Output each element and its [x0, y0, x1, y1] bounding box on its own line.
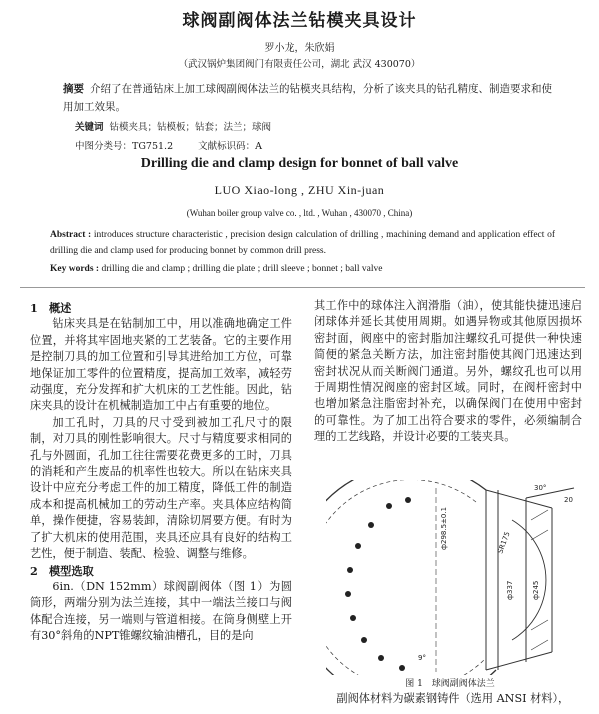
dim-20: 20 [564, 496, 573, 504]
keywords-cn-label: 关键词 [75, 122, 104, 133]
classification-cn [75, 138, 268, 152]
doc-code: 文献标识码：A [198, 141, 263, 152]
abstract-cn [63, 80, 553, 116]
dim-angle-9: 9° [418, 654, 426, 662]
dim-inner: ф245 [532, 580, 540, 600]
keywords-cn-text: 钻模夹具；钻模板；钻套；法兰；球阀 [109, 122, 272, 133]
paragraph: 加工孔时，刀具的尺寸受到被加工孔尺寸的限制，对刀具的刚性影响很大。尺寸与精度要求相同的孔与外圆面，孔加工往往需要花费更多的工时，刀具的消耗和产生废品的机率性也较大。所以在钻床夹具设计中应充分考虑工件的加工精度，降低工件的制造成本和提高机械加工的劳动生产率。夹具体应结构简单，操作便捷，容易装卸，清除切屑要方便。有时为了扩大机床的使用范围，夹具还应具有良好的结构工艺性，便于制造、装配、检验、调整与维修。 [30, 415, 292, 561]
dim-flange-pcd: ф298.5±0.1 [440, 506, 448, 550]
abstract-en-text: introduces structure characteristic , precision design calculation of drilling , machining demand and application effect of drilling die and clamp used for producing bonnet by common drill press. [50, 230, 555, 256]
dim-outer: ф337 [506, 580, 514, 600]
authors-en: LUO Xiao-long , ZHU Xin-juan [214, 183, 385, 197]
paper-title-en: Drilling die and clamp design for bonnet of ball valve [140, 156, 459, 171]
paragraph: 副阀体材料为碳素钢铸件（选用 ANSI 材料）， [336, 692, 570, 705]
abstract-cn-label: 摘要 [63, 83, 84, 95]
keywords-en [50, 264, 555, 274]
section-divider [20, 287, 585, 288]
left-column [30, 300, 292, 645]
dim-angle-30: 30° [534, 484, 547, 492]
right-column [314, 298, 582, 446]
abstract-en [50, 227, 555, 259]
keywords-cn [75, 119, 271, 133]
abstract-cn-text: 介绍了在普通钻床上加工球阀副阀体法兰的钻模夹具结构，分析了该夹具的钻孔精度、制造要求和使用加工效果。 [63, 83, 552, 113]
keywords-en-label: Key words : [50, 264, 100, 274]
paragraph: 6in.（DN 152mm）球阀副阀体（图 1）为圆筒形，两端分别为法兰连接，其中一端法兰接口与阀体配合连接，另一端则与管道相接。在筒身侧壁上开有30°斜角的NPT锥螺纹输油槽孔，目的是向 [30, 579, 292, 643]
authors-cn: 罗小龙，朱欣娟 [264, 43, 335, 54]
section-heading-model: 2 模型选取 [30, 563, 94, 578]
keywords-en-text: drilling die and clamp ; drilling die plate ; drill sleeve ; bonnet ; ball valve [101, 264, 383, 274]
figure-caption: 图 1 球阀副阀体法兰 [405, 679, 495, 689]
abstract-en-label: Abstract : [50, 230, 92, 240]
class-number: 中图分类号：TG751.2 [75, 141, 174, 152]
figure-bonnet-drawing [326, 480, 586, 675]
affiliation-en: (Wuhan boiler group valve co. , ltd. , Wuhan , 430070 , China) [186, 208, 413, 218]
paragraph: 其工作中的球体注入润滑脂（油），使其能快捷迅速启闭球体并延长其使用周期。如遇异物或其他原因损坏密封面，阀座中的密封脂加注螺纹孔可提供一种快速简便的紧急关断方法，加注密封脂使其阀门迅速达到密封状况从而关断阀门通道。另外，螺纹孔也可以用于周期性情况阀座的密封区域。同时，在阀杆密封中也增加紧急注脂密封补充，以确保阀门在使用中密封的可靠性。为了加工出符合要求的零件，必须编制合理的工艺线路，并设计必要的工装夹具。 [314, 299, 582, 444]
paragraph: 钻床夹具是在钻制加工中，用以准确地确定工件位置，并将其牢固地夹紧的工艺装备。它的主要作用是控制刀具的加工位置和引导其进给加工方位，可靠地保证加工零件的位置精度，提高加工效率，减轻劳动强度，充分发挥和扩大机床的工艺性能。因此，钻床夹具的设计在机械制造加工中占有重要的地位。 [30, 317, 292, 413]
paper-title-cn: 球阀副阀体法兰钻模夹具设计 [182, 11, 417, 31]
dim-sphere-radius: SR175 [496, 530, 512, 555]
affiliation-cn: （武汉锅炉集团阀门有限责任公司，湖北 武汉 430070） [178, 59, 421, 70]
section-heading-overview: 1 概述 [30, 301, 72, 315]
